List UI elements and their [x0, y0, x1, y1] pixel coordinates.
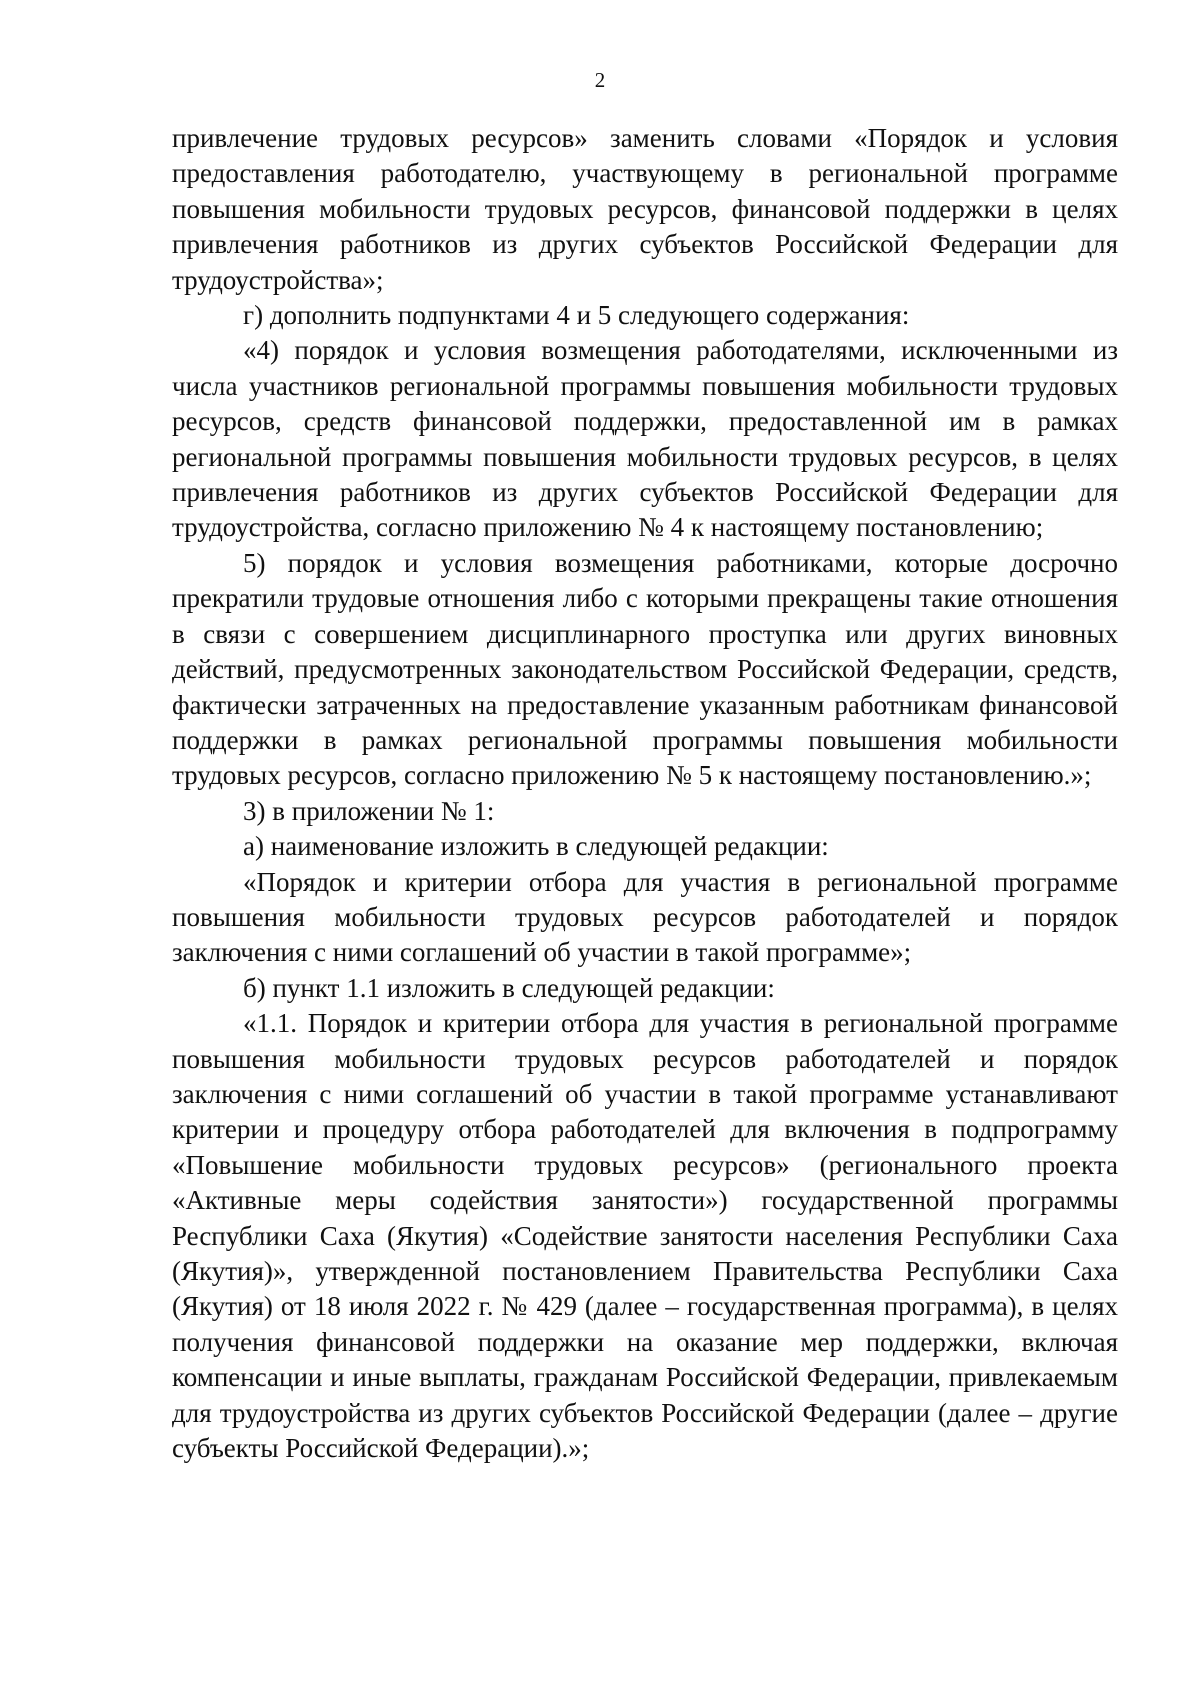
paragraph-continuation: привлечение трудовых ресурсов» заменить словами «Порядок и условия предоставления работодателю, участвующему в региональной программе повышения мобильности трудовых ресурсов, финансовой поддержки в целях привлечения работников из других субъектов Российской Федерации для трудоустройства»; [172, 123, 1118, 295]
paragraph-subitem-4: «4) порядок и условия возмещения работодателями, исключенными из числа участников региональной программы повышения мобильности трудовых ресурсов, средств финансовой поддержки, предоставленной им в рамках региональной программы повышения мобильности трудовых ресурсов, в целях привлечения работников из других субъектов Российской Федерации для трудоустройства, согласно приложению № 4 к настоящему постановлению; [172, 335, 1118, 543]
paragraph-new-title: «Порядок и критерии отбора для участия в региональной программе повышения мобильности трудовых ресурсов работодателей и порядок заключения с ними соглашений об участии в такой программе»; [172, 866, 1118, 968]
paragraph-clause-1-1: «1.1. Порядок и критерии отбора для участия в региональной программе повышения мобильности трудовых ресурсов работодателей и порядок заключения с ними соглашений об участии в такой программе устанавливают критерии и процедуру отбора работодателей для включения в подпрограмму «Повышение мобильности трудовых ресурсов» (регионального проекта «Активные меры содействия занятости») государственной программы Республики Саха (Якутия) «Содействие занятости населения Республики Саха (Якутия)», утвержденной постановлением Правительства Республики Саха (Якутия) от 18 июля 2022 г. № 429 (далее – государственная программа), в целях получения финансовой поддержки на оказание мер поддержки, включая компенсации и иные выплаты, гражданам Российской Федерации, привлекаемым для трудоустройства из других субъектов Российской Федерации (далее – другие субъекты Российской Федерации).»; [172, 1008, 1118, 1464]
paragraph-item-3: 3) в приложении № 1: [243, 795, 495, 826]
paragraph-subitem-g: г) дополнить подпунктами 4 и 5 следующего содержания: [243, 300, 910, 331]
paragraph-subitem-b: б) пункт 1.1 изложить в следующей редакции: [243, 972, 775, 1003]
document-body [172, 121, 1118, 1466]
page-number: 2 [594, 68, 606, 92]
paragraph-subitem-5: 5) порядок и условия возмещения работниками, которые досрочно прекратили трудовые отношения либо с которыми прекращены такие отношения в связи с совершением дисциплинарного проступка или других виновных действий, предусмотренных законодательством Российской Федерации, средств, фактически затраченных на предоставление указанным работникам финансовой поддержки в рамках региональной программы повышения мобильности трудовых ресурсов, согласно приложению № 5 к настоящему постановлению.»; [172, 547, 1118, 791]
paragraph-subitem-a: а) наименование изложить в следующей редакции: [243, 831, 829, 862]
